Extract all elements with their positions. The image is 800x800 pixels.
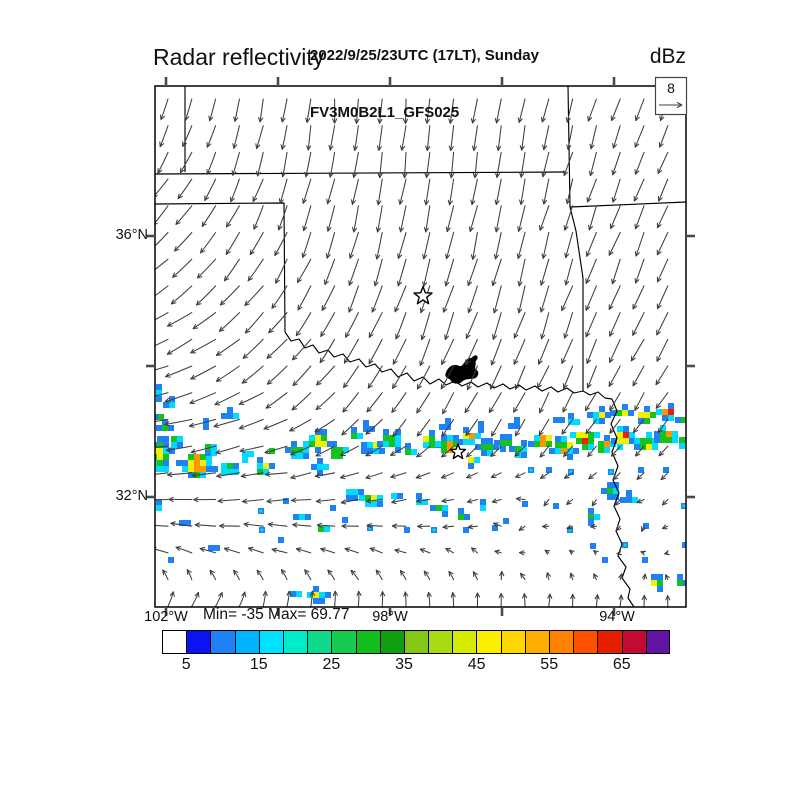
colorbar-cell <box>307 630 331 654</box>
radar-reflectivity-layer <box>145 384 691 604</box>
lon-label: 98°W <box>372 609 408 625</box>
border-red-river-east <box>583 391 612 399</box>
colorbar-cell <box>597 630 621 654</box>
colorbar-tick-label: 15 <box>249 656 268 673</box>
lon-label: 94°W <box>599 609 635 625</box>
colorbar-tick-label: 5 <box>181 656 191 673</box>
colorbar-tick-label: 35 <box>395 656 413 673</box>
border-oklahoma-panhandle-texas <box>155 203 285 332</box>
colorbar-tick-label: 55 <box>540 656 559 673</box>
lat-label: 36°N <box>115 227 148 243</box>
colorbar-cell <box>476 630 500 654</box>
field-title: Radar reflectivity <box>153 44 325 70</box>
lon-label: 102°W <box>144 609 188 625</box>
reference-vector-value: 8 <box>667 80 675 96</box>
colorbar-cell <box>404 630 428 654</box>
map-frame <box>155 86 686 607</box>
colorbar-cell <box>331 630 355 654</box>
border-missouri-arkansas <box>570 202 686 207</box>
colorbar-cell <box>356 630 380 654</box>
colorbar-cell <box>622 630 646 654</box>
colorbar-cell <box>501 630 525 654</box>
plot-header <box>310 8 539 160</box>
colorbar-cell <box>283 630 307 654</box>
units-label: dBz <box>649 45 686 68</box>
map-interior <box>140 86 691 607</box>
state-borders <box>155 86 686 607</box>
colorbar-cell <box>186 630 210 654</box>
colorbar-cell <box>452 630 476 654</box>
colorbar-cell <box>646 630 670 654</box>
colorbar-tick-label: 45 <box>467 656 486 673</box>
colorbar-cell <box>380 630 404 654</box>
colorbar-tick-label: 65 <box>612 656 631 673</box>
colorbar-cell <box>259 630 283 654</box>
lat-label: 32°N <box>115 488 148 504</box>
colorbar-cell <box>162 630 186 654</box>
reference-vector-box <box>656 78 687 115</box>
colorbar-cell <box>525 630 549 654</box>
colorbar-cell <box>573 630 597 654</box>
colorbar-cell <box>235 630 259 654</box>
border-kansas-oklahoma <box>155 172 565 174</box>
colorbar-cell <box>428 630 452 654</box>
model-run-label: FV3M0B2L1_GFS025 <box>310 104 460 121</box>
colorbar <box>162 630 670 654</box>
colorbar-cell <box>210 630 234 654</box>
colorbar-tick-label: 25 <box>322 656 341 673</box>
valid-time-label: 2022/9/25/23UTC (17LT), Sunday <box>310 47 539 64</box>
minmax-label: Min= -35 Max= 69.77 <box>203 606 350 623</box>
colorbar-cell <box>549 630 573 654</box>
lake-texoma <box>446 356 478 383</box>
